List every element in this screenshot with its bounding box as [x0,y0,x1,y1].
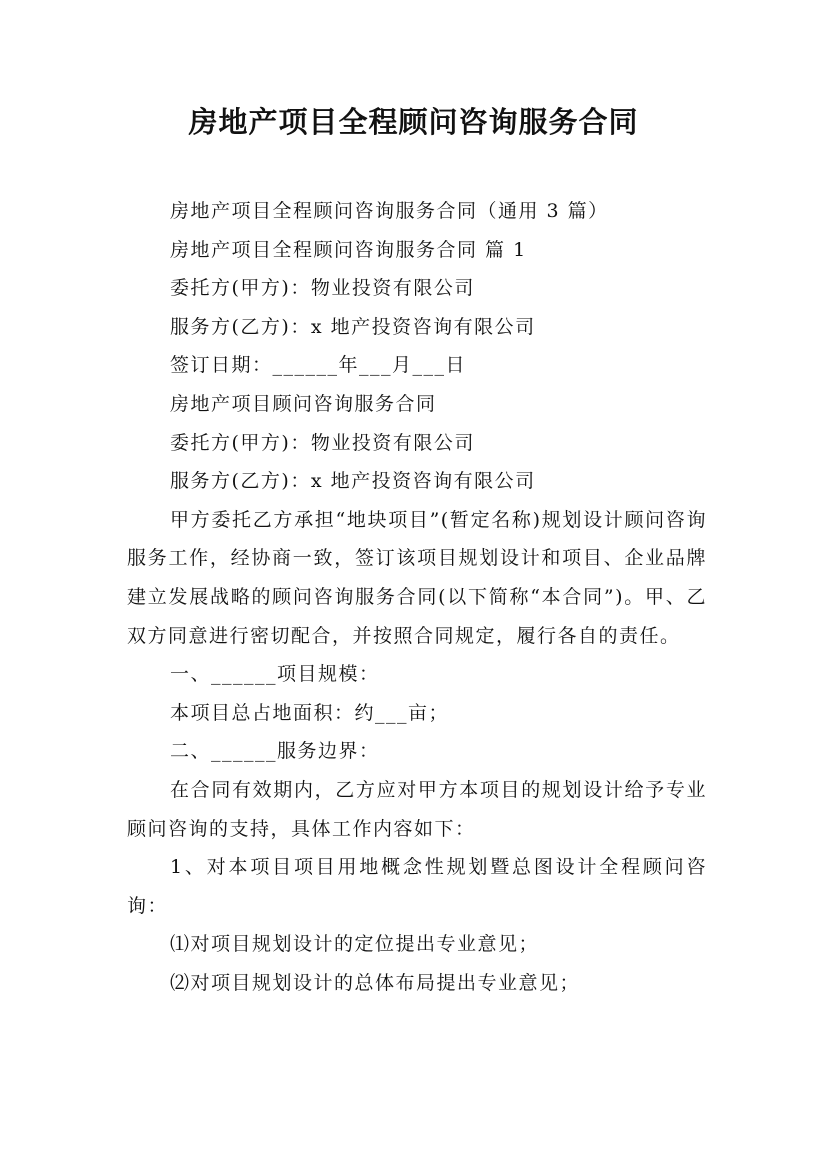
client-party-line-2: 委托方(甲方)：物业投资有限公司 [170,431,475,454]
area-line: 本项目总占地面积：约___亩； [170,701,450,724]
planning-paragraph: 1、对本项目项目用地概念性规划暨总图设计全程顾问咨询： [127,856,707,917]
scope-paragraph: 在合同有效期内，乙方应对甲方本项目的规划设计给予专业顾问咨询的支持，具体工作内容如下： [127,778,707,840]
signing-date-line: 签订日期：______年___月___日 [170,354,467,377]
section-scope-heading: 二、______服务边界： [170,740,380,763]
section-scale-heading: 一、______项目规模： [170,663,380,686]
contract-name-line: 房地产项目顾问咨询服务合同 [170,392,437,415]
intro-paragraph: 甲方委托乙方承担“地块项目”(暂定名称)规划设计顾问咨询服务工作，经协商一致，签订该项目规划设计和项目、企业品牌建立发展战略的顾问咨询服务合同(以下简称“本合同”)。甲、乙双方同意进行密切配合，并按照合同规定，履行各自的责任。 [127,508,707,647]
client-party-line: 委托方(甲方)：物业投资有限公司 [170,277,475,300]
document-body [127,192,707,1002]
document-title: 房地产项目全程顾问咨询服务合同 [188,105,639,139]
service-party-line: 服务方(乙方)：x 地产投资咨询有限公司 [170,315,536,338]
service-party-line-2: 服务方(乙方)：x 地产投资咨询有限公司 [170,470,536,493]
list-item: ⑴对项目规划设计的定位提出专业意见； [170,933,540,956]
list-item: ⑵对项目规划设计的总体布局提出专业意见； [170,971,581,994]
subtitle-line: 房地产项目全程顾问咨询服务合同（通用 3 篇） [170,200,609,222]
article-heading: 房地产项目全程顾问咨询服务合同 篇 1 [170,238,527,261]
